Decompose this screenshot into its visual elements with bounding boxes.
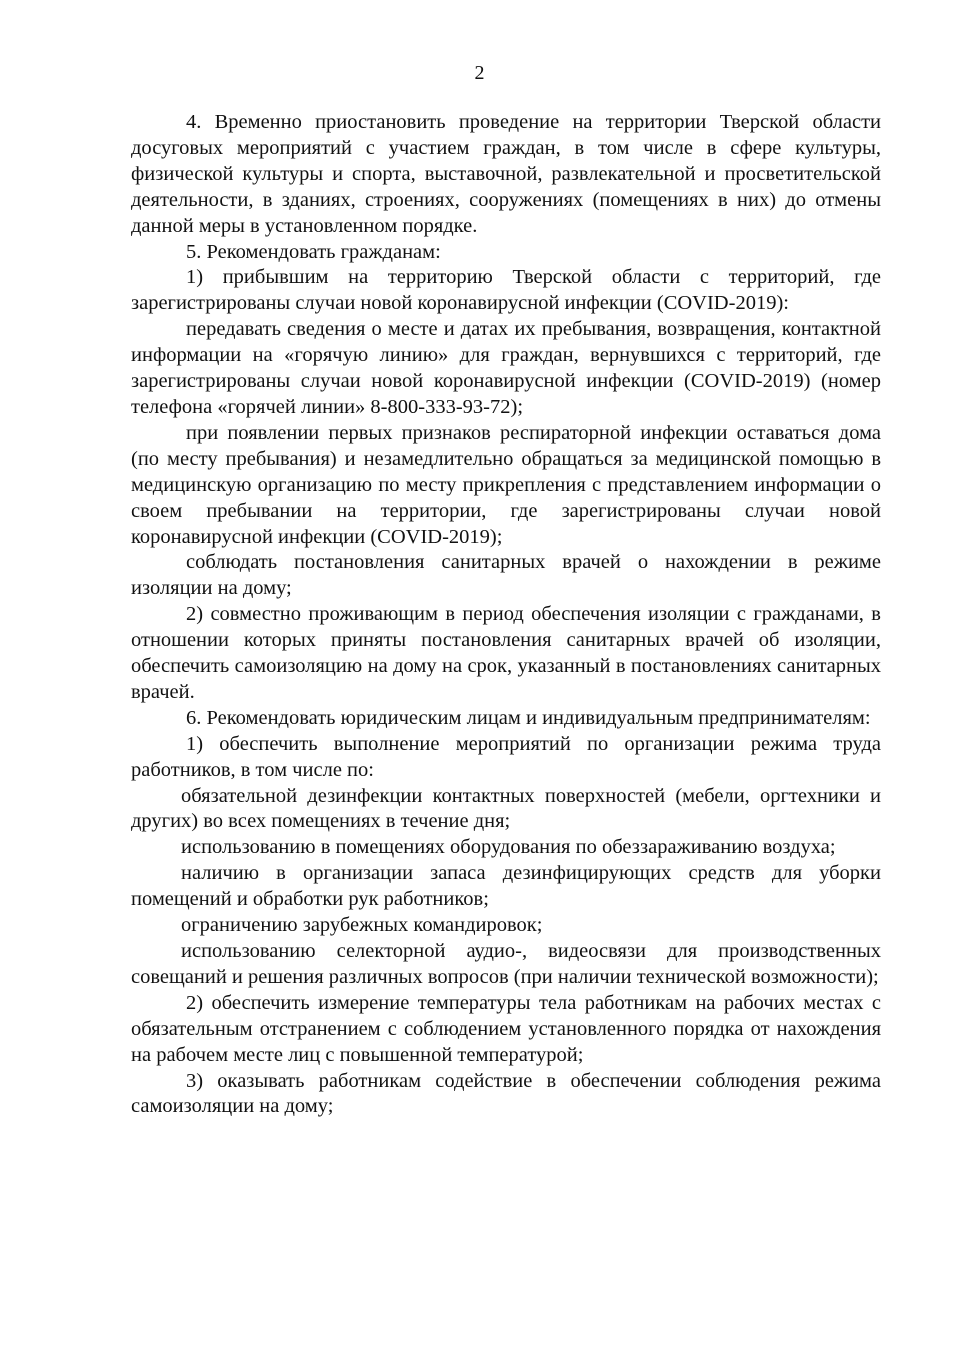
paragraph-5-recommend-citizens: 5. Рекомендовать гражданам: <box>186 240 441 263</box>
paragraph-6-1-disinfection: обязательной дезинфекции контактных поверхностей (мебели, оргтехники и других) во всех помещениях в течение дня; <box>131 784 881 833</box>
paragraph-5-2-cohabitants: 2) совместно проживающим в период обеспечения изоляции с гражданами, в отношении которых приняты постановления санитарных врачей об изоляции, обеспечить самоизоляцию на дому на срок, указанный в постановлениях санитарных врачей. <box>131 603 881 703</box>
paragraph-6-3-self-isolation: 3) оказывать работникам содействие в обеспечении соблюдения режима самоизоляции на дому; <box>131 1069 881 1118</box>
paragraph-6-2-temperature: 2) обеспечить измерение температуры тела работникам на рабочих местах с обязательным отстранением с соблюдением установленного порядка от нахождения на рабочем месте лиц с повышенной температурой; <box>131 991 881 1066</box>
paragraph-5-1-symptoms: при появлении первых признаков респираторной инфекции оставаться дома (по месту пребывания) и незамедлительно обращаться за медицинской помощью в медицинскую организацию по месту прикрепления с представлением информации о своем пребывании на территории, где зарегистрированы случаи новой коронавирусной инфекции (COVID-2019); <box>131 421 881 548</box>
paragraph-6-1-air: использованию в помещениях оборудования по обеззараживанию воздуха; <box>181 836 836 859</box>
paragraph-4-suspend-events: 4. Временно приостановить проведение на территории Тверской области досуговых мероприятий с участием граждан, в том числе в сфере культуры, физической культуры и спорта, выставочной, развлекательной и просветительской деятельности, в зданиях, строениях, сооружениях (помещениях в них) до отмены данной меры в установленном порядке. <box>131 111 881 237</box>
document-body <box>131 110 881 1120</box>
paragraph-5-1-hotline: передавать сведения о месте и датах их пребывания, возвращения, контактной информации на «горячую линию» для граждан, вернувшихся с территорий, где зарегистрированы случаи новой коронавирусной инфекции (COVID-2019) (номер телефона «горячей линии» 8-800-333-93-72); <box>131 318 881 418</box>
paragraph-5-1-arrivals: 1) прибывшим на территорию Тверской области с территорий, где зарегистрированы случаи новой коронавирусной инфекции (COVID-2019): <box>131 266 881 315</box>
paragraph-6-1-work-regime: 1) обеспечить выполнение мероприятий по организации режима труда работников, в том числе по: <box>131 732 881 781</box>
page-number: 2 <box>474 62 485 84</box>
paragraph-6-recommend-businesses: 6. Рекомендовать юридическим лицам и индивидуальным предпринимателям: <box>186 706 871 729</box>
paragraph-6-1-supplies: наличию в организации запаса дезинфицирующих средств для уборки помещений и обработки рук работников; <box>131 862 881 911</box>
paragraph-6-1-trips: ограничению зарубежных командировок; <box>181 914 543 937</box>
paragraph-5-1-isolation: соблюдать постановления санитарных врачей о нахождении в режиме изоляции на дому; <box>131 551 881 600</box>
paragraph-6-1-video: использованию селекторной аудио-, видеосвязи для производственных совещаний и решения различных вопросов (при наличии технической возможности); <box>131 940 881 988</box>
